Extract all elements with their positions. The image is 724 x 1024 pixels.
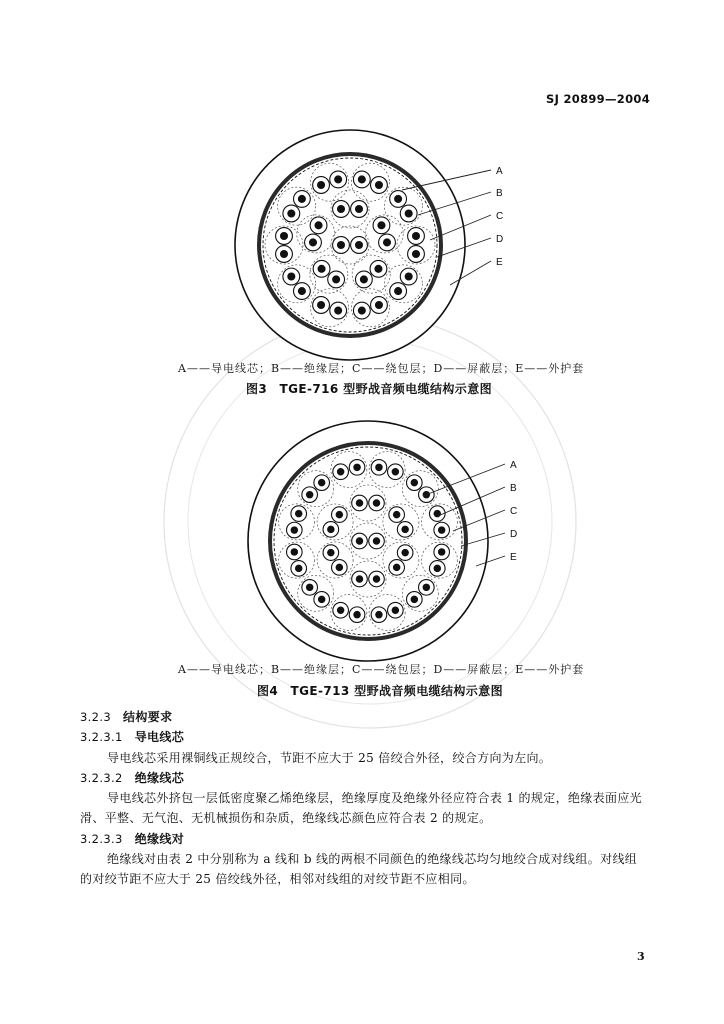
- figure-4-legend: A——导电线芯；B——绝缘层；C——绕包层；D——屏蔽层；E——外护套: [178, 663, 585, 676]
- conductor-core: [356, 575, 363, 582]
- conductor-core: [336, 564, 343, 571]
- label-b: B: [510, 483, 517, 494]
- conductor-core: [434, 510, 441, 517]
- conductor-core: [318, 479, 325, 486]
- label-c: C: [496, 211, 504, 222]
- clause-title: 结构要求: [123, 710, 173, 724]
- clause-heading: [80, 727, 648, 747]
- conductor-core: [438, 526, 445, 533]
- clause-title: 导电线芯: [134, 730, 185, 745]
- clause-heading: [80, 829, 648, 849]
- conductor-core: [377, 221, 385, 229]
- conductor-core: [337, 205, 345, 213]
- conductor-core: [423, 584, 430, 591]
- conductor-core: [306, 584, 313, 591]
- figure-4-cable-diagram: [240, 412, 540, 670]
- cable-cross-section: [235, 130, 465, 360]
- conductor-core: [287, 272, 295, 280]
- conductor-core: [392, 468, 399, 475]
- conductor-core: [405, 209, 413, 217]
- conductor-core: [374, 265, 382, 273]
- conductor-core: [291, 548, 298, 555]
- conductor-core: [306, 491, 313, 498]
- conductor-core: [411, 479, 418, 486]
- label-a: A: [510, 460, 517, 471]
- conductor-core: [353, 464, 360, 471]
- label-d: D: [496, 234, 504, 245]
- conductor-core: [291, 526, 298, 533]
- conductor-core: [405, 272, 413, 280]
- conductor-core: [355, 205, 363, 213]
- page-number: 3: [637, 950, 645, 963]
- conductor-core: [375, 181, 383, 189]
- outer-jacket-circle: [248, 421, 488, 661]
- conductor-core: [317, 181, 325, 189]
- label-a: A: [496, 166, 503, 177]
- conductor-core: [358, 175, 366, 183]
- conductor-core: [412, 250, 420, 258]
- clause-number: 3.2.3: [80, 710, 112, 724]
- clause-number: 3.2.3.3: [80, 831, 123, 846]
- clause-number: 3.2.3.1: [80, 730, 123, 745]
- conductor-core: [373, 537, 380, 544]
- conductor-core: [356, 499, 363, 506]
- standard-number: SJ 20899—2004: [546, 92, 650, 106]
- conductor-core: [334, 307, 342, 315]
- conductor-core: [394, 287, 402, 295]
- conductor-core: [401, 526, 408, 533]
- clause-paragraph: 导电线芯采用裸铜线正规绞合，节距不应大于 25 倍绞合外径，绞合方向为左向。: [107, 750, 552, 765]
- conductor-core: [394, 195, 402, 203]
- body-text: [80, 707, 648, 890]
- conductor-core: [298, 287, 306, 295]
- clause-title: 绝缘线对: [134, 831, 185, 846]
- conductor-core: [337, 468, 344, 475]
- clause-paragraph: 导电线芯外挤包一层低密度聚乙烯绝缘层，绝缘厚度及绝缘外径应符合表 1 的规定，绝缘表面应光滑、平整、无气泡、无机械损伤和杂质，绝缘线芯颜色应符合表 2 的规定。: [80, 791, 643, 826]
- conductor-core: [309, 238, 317, 246]
- conductor-core: [337, 241, 345, 249]
- conductor-core: [383, 238, 391, 246]
- conductor-core: [373, 575, 380, 582]
- conductor-core: [332, 275, 340, 283]
- conductor-core: [438, 548, 445, 555]
- label-c: C: [510, 506, 518, 517]
- conductor-core: [356, 537, 363, 544]
- conductor-core: [358, 307, 366, 315]
- conductor-core: [287, 209, 295, 217]
- conductor-core: [411, 596, 418, 603]
- conductor-core: [355, 241, 363, 249]
- label-d: D: [510, 529, 518, 540]
- conductor-core: [317, 301, 325, 309]
- conductor-core: [375, 301, 383, 309]
- conductor-core: [298, 195, 306, 203]
- conductor-core: [393, 511, 400, 518]
- label-b: B: [496, 188, 503, 199]
- conductor-core: [327, 526, 334, 533]
- figure-3-legend: A——导电线芯；B——绝缘层；C——绕包层；D——屏蔽层；E——外护套: [178, 362, 585, 375]
- conductor-core: [393, 564, 400, 571]
- outer-jacket-circle: [235, 130, 465, 360]
- conductor-core: [318, 265, 326, 273]
- conductor-core: [375, 464, 382, 471]
- conductor-core: [280, 232, 288, 240]
- conductor-core: [392, 607, 399, 614]
- conductor-core: [434, 565, 441, 572]
- clause-heading: [80, 768, 648, 788]
- conductor-core: [373, 499, 380, 506]
- conductor-core: [412, 232, 420, 240]
- clause-number: 3.2.3.2: [80, 770, 123, 785]
- conductor-core: [360, 275, 368, 283]
- figure-3-cable-diagram: [220, 120, 520, 365]
- conductor-core: [353, 611, 360, 618]
- conductor-core: [337, 607, 344, 614]
- conductor-core: [318, 596, 325, 603]
- conductor-core: [375, 611, 382, 618]
- clause-title: 绝缘线芯: [134, 770, 185, 785]
- conductor-core: [401, 549, 408, 556]
- clause-heading: [80, 707, 648, 727]
- conductor-core: [336, 511, 343, 518]
- conductor-core: [295, 510, 302, 517]
- conductor-core: [334, 175, 342, 183]
- figure-3-caption: 图3 TGE-716 型野战音频电缆结构示意图: [246, 382, 492, 396]
- clause-paragraph: 绝缘线对由表 2 中分别称为 a 线和 b 线的两根不同颜色的绝缘线芯均匀地绞合成对线组。对线组的对绞节距不应大于 25 倍绞线外径，相邻对线组的对绞节距不应相同。: [80, 852, 638, 887]
- conductor-core: [327, 549, 334, 556]
- label-e: E: [510, 552, 517, 563]
- conductor-core: [315, 221, 323, 229]
- label-e: E: [496, 257, 503, 268]
- conductor-core: [280, 250, 288, 258]
- cable-cross-section: [248, 421, 488, 661]
- conductor-core: [295, 565, 302, 572]
- figure-4-caption: 图4 TGE-713 型野战音频电缆结构示意图: [257, 684, 503, 698]
